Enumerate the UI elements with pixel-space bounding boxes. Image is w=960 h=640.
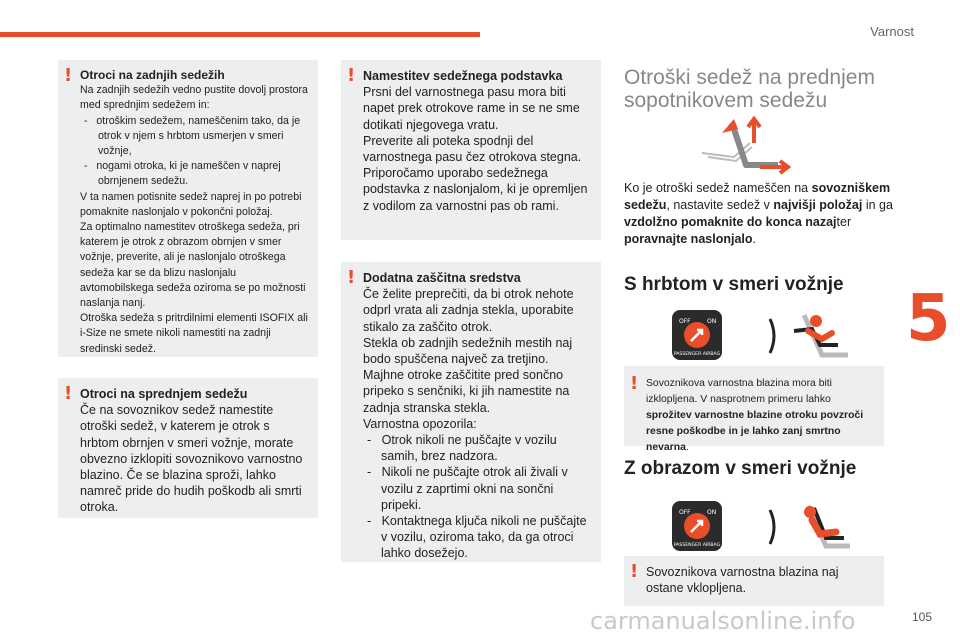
chapter-number: 5 <box>906 282 951 356</box>
warning-icon: ! <box>64 65 73 86</box>
page-heading: Otroški sedež na prednjem sopotnikovem sedežu <box>624 66 875 113</box>
watermark: carmanualsonline.info <box>590 607 856 635</box>
box-text: Če želite preprečiti, da bi otrok nehote odprl vrata ali zadnja stekla, uporabite stikalo za zaščito otrok. <box>363 287 574 334</box>
page-number: 105 <box>912 610 933 624</box>
box-text: Na zadnjih sedežih vedno pustite dovolj prostora med sprednjim sedežem in: <box>80 84 308 112</box>
svg-text:OFF: OFF <box>679 509 691 516</box>
heading-forward-facing: Z obrazom v smeri vožnje <box>624 458 857 479</box>
box-text: Otroška sedeža s pritrdilnimi elementi ISOFIX ali i-Size ne smete nikoli namestiti na zadnji sredinski sedež. <box>80 312 308 355</box>
box-title: Dodatna zaščitna sredstva <box>363 271 521 285</box>
warning-box-forward-facing: ! Sovoznikova varnostna blazina naj ostane vklopljena. <box>624 556 884 606</box>
section-title: Varnost <box>870 24 914 39</box>
warning-box-booster <box>341 60 601 240</box>
box-title: Otroci na zadnjih sedežih <box>80 68 225 82</box>
box-text: Varnostna opozorila: <box>363 416 477 431</box>
forward-facing-seat-icon <box>764 500 854 554</box>
airbag-off-icon <box>671 309 723 361</box>
right-intro: Ko je otroški sedež nameščen na sovozniškem sedežu, nastavite sedež v najvišji položaj in ga vzdolžno pomaknite do konca nazajter poravnajte naslonjalo. <box>624 181 893 246</box>
box-text: Če na sovoznikov sedež namestite otroški sedež, v katerem je otrok s hrbtom obrnjen v smeri vožnje, morate obvezno izklopiti sovoznikovo varnostno blazino. Če se blazina sproži, lahko namreč pride do hudih poškodb ali smrti otroka. <box>80 403 303 515</box>
airbag-on-icon <box>671 500 723 552</box>
list-item: - Kontaktnega ključa nikoli ne puščajte v vozilu, oziroma tako, da ga otroci lahko dosežejo. <box>367 514 587 561</box>
warning-icon: ! <box>347 267 356 288</box>
warning-icon: ! <box>64 383 73 404</box>
svg-text:PASSENGER AIRBAG: PASSENGER AIRBAG <box>673 543 721 548</box>
list-item: - nogami otroka, ki je nameščen v naprej obrnjenem sedežu. <box>84 160 281 188</box>
warning-box-rear-seats <box>58 60 318 357</box>
warning-box-rear-facing: ! Sovoznikova varnostna blazina mora biti izklopljena. V nasprotnem primeru lahko sprožitev varnostne blazine otroku povzroči resne poškodbe in je lahko zanj smrtno nevarna. <box>624 366 884 446</box>
box-text: Prsni del varnostnega pasu mora biti napet prek otrokove rame in se ne sme dotikati njegovega vratu. <box>363 85 580 132</box>
warning-box-extra-protection <box>341 262 601 562</box>
seat-adjust-icon <box>694 113 794 175</box>
box-title: Namestitev sedežnega podstavka <box>363 69 563 83</box>
svg-text:ON: ON <box>707 509 717 516</box>
heading-rear-facing: S hrbtom v smeri vožnje <box>624 274 844 295</box>
warning-icon: ! <box>630 561 639 582</box>
box-text: Za optimalno namestitev otroškega sedeža, pri katerem je otrok z obrazom obrnjen v smer vožnje, preverite, ali je naslonjalo otroškega sedeža kar se da blizu naslonjalu avtomobilskega sedeža oziroma se po možnosti naslanja nanj. <box>80 221 306 310</box>
warning-icon: ! <box>347 65 356 86</box>
list-item: - Nikoli ne puščajte otrok ali živali v vozilu z zaprtimi okni na sončni pripeki. <box>367 465 568 512</box>
box-text: Priporočamo uporabo sedežnega podstavka z naslonjalom, ki je opremljen z vodilom za varnostni pas ob rami. <box>363 166 588 213</box>
box-text: Preverite ali poteka spodnji del varnostnega pasu čez otrokova stegna. <box>363 133 582 165</box>
list-item: - Otrok nikoli ne puščajte v vozilu samih, brez nadzora. <box>367 433 557 464</box>
svg-text:OFF: OFF <box>679 318 691 325</box>
svg-text:PASSENGER AIRBAG: PASSENGER AIRBAG <box>673 352 721 357</box>
top-accent-bar <box>0 32 480 37</box>
rear-facing-seat-icon <box>764 309 854 363</box>
warning-box-front-seat <box>58 378 318 518</box>
svg-text:ON: ON <box>707 318 717 325</box>
list-item: - otroškim sedežem, nameščenim tako, da je otrok v njem s hrbtom usmerjen v smeri vožnje, <box>84 114 301 158</box>
box-text: V ta namen potisnite sedež naprej in po potrebi pomaknite naslonjalo v pokončni položaj. <box>80 190 302 218</box>
box-text: Stekla ob zadnjih sedežnih mestih naj bodo spuščena največ za tretjino. <box>363 335 573 367</box>
box-title: Otroci na sprednjem sedežu <box>80 387 248 401</box>
box-text: Majhne otroke zaščitite pred sončno pripeko s senčniki, ki jih namestite na zadnja stranska stekla. <box>363 368 570 415</box>
warning-icon: ! <box>630 373 639 394</box>
